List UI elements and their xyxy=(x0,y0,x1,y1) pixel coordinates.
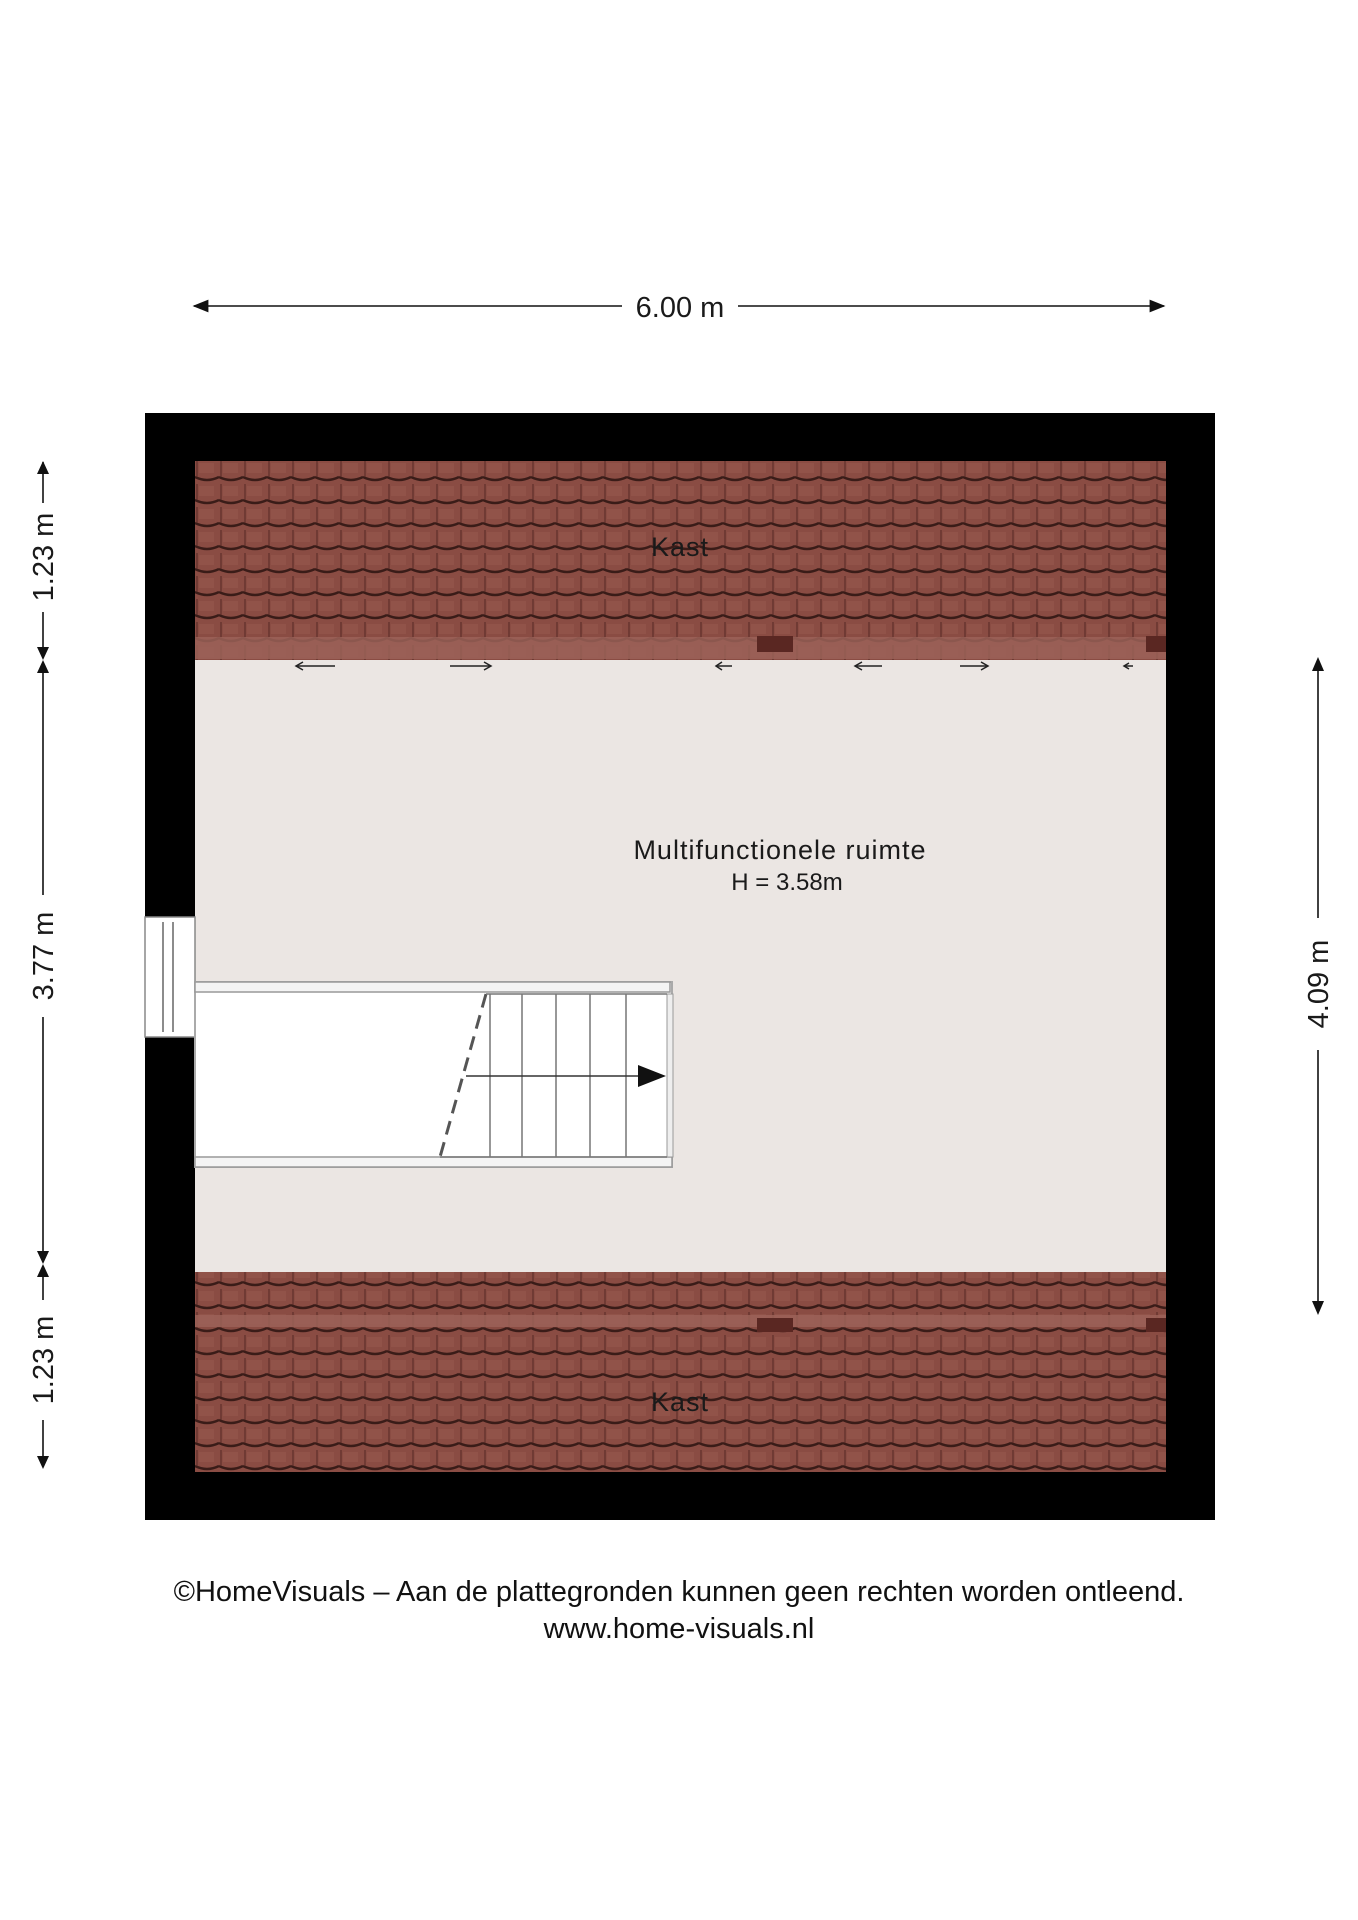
dimension-left-middle-label: 3.77 m xyxy=(28,911,60,1001)
staircase xyxy=(195,982,673,1167)
dimension-left-bottom-label: 1.23 m xyxy=(28,1315,60,1405)
room-label-main: Multifunctionele ruimte xyxy=(633,835,927,865)
website-link[interactable]: www.home-visuals.nl xyxy=(543,1613,815,1645)
dimension-right-label: 4.09 m xyxy=(1303,939,1335,1029)
roof-vent xyxy=(1146,636,1166,652)
room-height-label: H = 3.58m xyxy=(731,869,843,896)
closet-top-eave xyxy=(195,637,1166,659)
closet-bottom-roof xyxy=(195,1272,1166,1472)
roof-vent xyxy=(757,1318,793,1332)
room-label-closet-top: Kast xyxy=(650,532,710,562)
room-label-closet-bottom: Kast xyxy=(650,1387,710,1417)
footer xyxy=(0,1574,1358,1648)
dimension-left-top-label: 1.23 m xyxy=(28,512,60,602)
dimension-width-label: 6.00 m xyxy=(635,292,725,324)
roof-vent xyxy=(757,636,793,652)
roof-vent xyxy=(1146,1318,1166,1332)
copyright-notice: ©HomeVisuals – Aan de plattegronden kunnen geen rechten worden ontleend. xyxy=(173,1576,1185,1608)
closet-bottom-eave xyxy=(195,1315,1166,1327)
window xyxy=(145,917,195,1037)
